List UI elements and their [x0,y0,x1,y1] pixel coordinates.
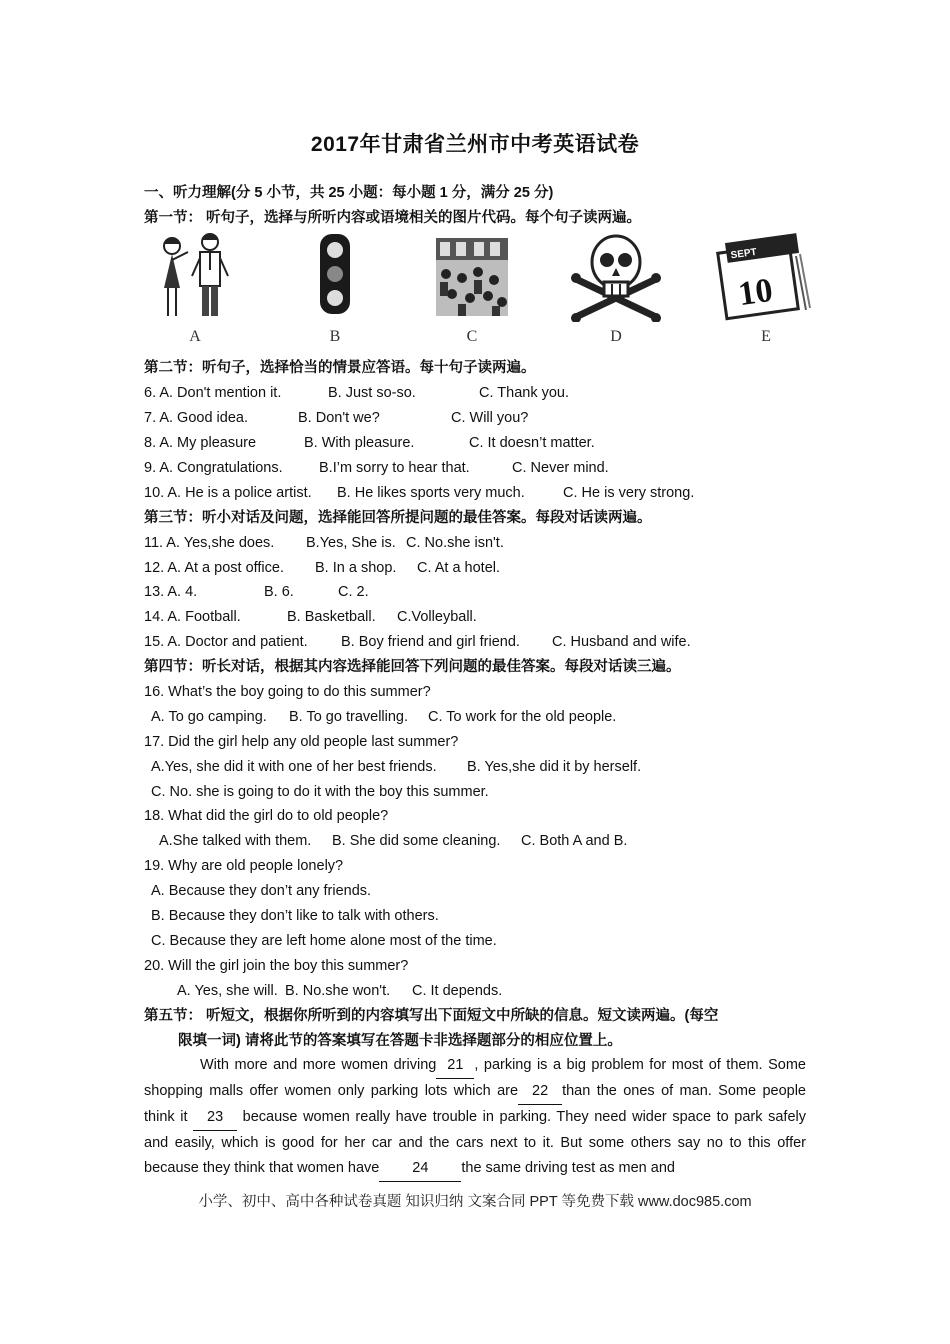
question-20-stem: 20. Will the girl join the boy this summer? [144,958,409,974]
q14-option-c: C.Volleyball. [397,609,477,625]
q11-option-a: 11. A. Yes,she does. [144,535,275,551]
q17-option-c: C. No. she is going to do it with the boy this summer. [151,784,489,800]
calendar-day: 10 [736,271,775,314]
q15-option-b: B. Boy friend and girl friend. [341,634,520,650]
picture-a [150,230,240,346]
q16-option-c: C. To work for the old people. [428,709,617,725]
picture-e-label: E [761,328,771,345]
q11-option-b: B.Yes, She is. [306,535,396,551]
question-12 [144,558,500,578]
blank-24[interactable]: 24 [379,1156,461,1182]
q7-option-b: B. Don't we? [298,410,380,426]
question-17-options [151,757,641,777]
question-20-options [177,981,502,1001]
question-15 [144,632,691,652]
question-18-options [159,831,627,851]
passage [144,1053,806,1182]
question-19-stem: 19. Why are old people lonely? [144,858,344,874]
q15-option-c: C. Husband and wife. [552,634,691,650]
q18-option-a: A.She talked with them. [159,833,312,849]
passage-part-3: than the ones of man. Some people think it [144,1083,806,1125]
blank-23[interactable]: 23 [193,1105,237,1131]
section4-title: 第四节：听长对话，根据其内容选择能回答下列问题的最佳答案。每段对话读三遍。 [144,659,681,675]
q14-option-a: 14. A. Football. [144,609,241,625]
q6-option-a: 6. A. Don't mention it. [144,385,282,401]
q12-option-c: C. At a hotel. [417,560,501,576]
question-16-options [151,707,616,727]
part1-heading: 一、听力理解(分 5 小节，共 25 小题：每小题 1 分，满分 25 分) [144,185,554,201]
question-13 [144,582,369,602]
question-6 [144,383,569,403]
q17-option-b: B. Yes,she did it by herself. [467,759,642,775]
q18-option-b: B. She did some cleaning. [332,833,501,849]
skull-crossbones-icon [568,230,664,322]
q12-option-b: B. In a shop. [315,560,397,576]
picture-c-label: C [466,328,478,345]
picture-b [300,230,370,346]
picture-d-label: D [610,328,622,345]
q10-option-b: B. He likes sports very much. [337,485,525,501]
question-7 [144,408,528,428]
picture-row [150,230,818,346]
q11-option-c: C. No.she isn't. [406,535,504,551]
q19-option-b: B. Because they don’t like to talk with others. [151,908,439,924]
question-16-stem: 16. What’s the boy going to do this summer? [144,684,431,700]
q20-option-c: C. It depends. [412,983,503,999]
q7-option-a: 7. A. Good idea. [144,410,248,426]
traffic-light-icon [300,230,370,322]
calendar-month: SEPT [730,246,758,262]
q16-option-a: A. To go camping. [151,709,267,725]
q8-option-c: C. It doesn’t matter. [469,435,595,451]
q15-option-a: 15. A. Doctor and patient. [144,634,308,650]
q13-option-c: C. 2. [338,584,369,600]
question-17-stem: 17. Did the girl help any old people last summer? [144,734,459,750]
q9-option-c: C. Never mind. [512,460,609,476]
section2-title: 第二节：听句子，选择恰当的情景应答语。每十句子读两遍。 [144,360,536,376]
passage-part-1: With more and more women driving [200,1057,437,1073]
q10-option-a: 10. A. He is a police artist. [144,485,312,501]
q10-option-c: C. He is very strong. [563,485,695,501]
q8-option-a: 8. A. My pleasure [144,435,257,451]
question-9 [144,458,609,478]
q13-option-b: B. 6. [264,584,294,600]
question-14 [144,607,477,627]
q17-option-a: A.Yes, she did it with one of her best friends. [151,759,437,775]
q20-option-b: B. No.she won't. [285,983,391,999]
picture-a-label: A [189,328,201,345]
passage-part-5: the same driving test as men and [461,1160,675,1176]
blank-21[interactable]: 21 [436,1053,474,1079]
question-18-stem: 18. What did the girl do to old people? [144,808,389,824]
q9-option-a: 9. A. Congratulations. [144,460,283,476]
q13-option-a: 13. A. 4. [144,584,198,600]
section5-title-line2: 限填一词) 请将此节的答案填写在答题卡非选择题部分的相应位置上。 [178,1033,622,1049]
section1-title: 第一节： 听句子，选择与所听内容或语境相关的图片代码。每个句子读两遍。 [144,210,642,226]
calendar-icon [716,230,816,322]
q7-option-c: C. Will you? [451,410,529,426]
q12-option-a: 12. A. At a post office. [144,560,284,576]
picture-c [434,230,510,346]
blank-22[interactable]: 22 [518,1079,562,1105]
passage-part-4: because women really have trouble in parking. They need wider space to park safely and easily, which is good for her car and the cars next to it. But some others say no to this offer because they think that women have [144,1109,806,1176]
q6-option-b: B. Just so-so. [328,385,416,401]
question-10 [144,483,694,503]
crowded-street-icon [434,230,510,322]
picture-e [716,230,816,346]
picture-b-label: B [329,328,341,345]
picture-d [568,230,664,346]
q6-option-c: C. Thank you. [479,385,570,401]
section5-title-line1: 第五节： 听短文，根据你所听到的内容填写出下面短文中所缺的信息。短文读两遍。(每空 [144,1008,719,1024]
section3-title: 第三节：听小对话及问题，选择能回答所提问题的最佳答案。每段对话读两遍。 [144,510,652,526]
question-8 [144,433,595,453]
page-title: 2017年甘肃省兰州市中考英语试卷 [310,133,640,156]
two-people-talking-icon [150,230,240,322]
q14-option-b: B. Basketball. [287,609,376,625]
q19-option-a: A. Because they don’t any friends. [151,883,372,899]
q16-option-b: B. To go travelling. [289,709,409,725]
q19-option-c: C. Because they are left home alone most of the time. [151,933,497,949]
q9-option-b: B.I’m sorry to hear that. [319,460,470,476]
passage-part-2: , parking is a big problem for most of them. Some shopping malls offer women only parking lots which are [144,1057,806,1099]
q18-option-c: C. Both A and B. [521,833,628,849]
q8-option-b: B. With pleasure. [304,435,415,451]
page-footer: 小学、初中、高中各种试卷真题 知识归纳 文案合同 PPT 等免费下载 www.doc985.com [198,1194,752,1210]
q20-option-a: A. Yes, she will. [177,983,278,999]
question-11 [144,533,504,553]
